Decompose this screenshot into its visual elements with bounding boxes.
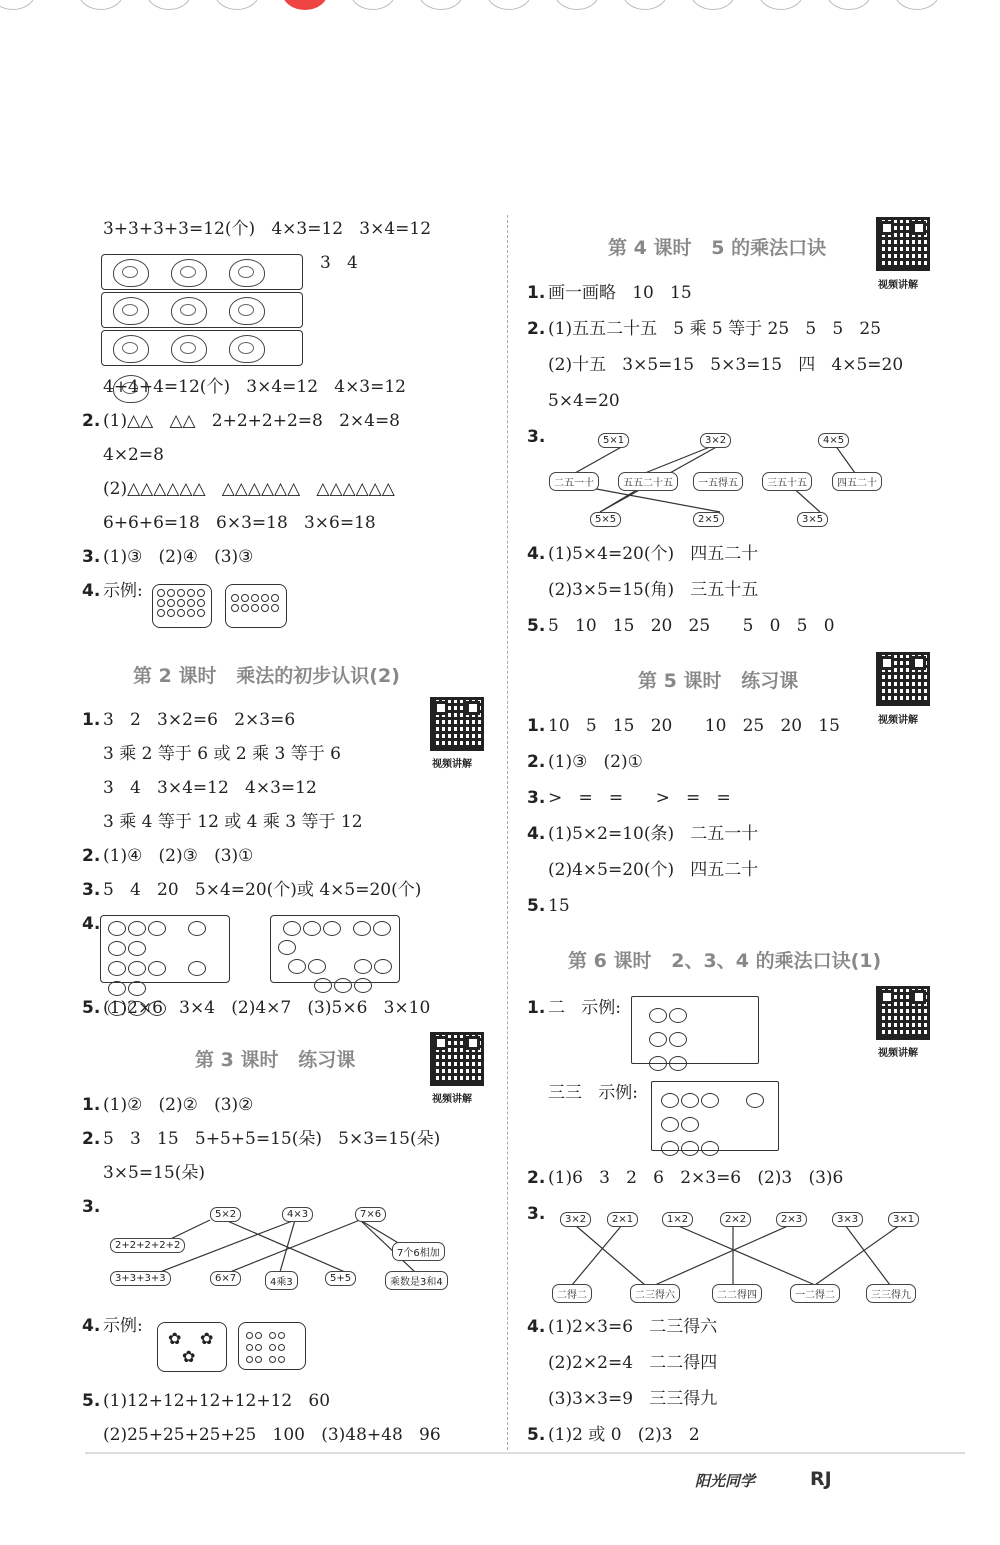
match-card: 5×5	[590, 512, 621, 527]
qr-caption: 视频讲解	[432, 759, 472, 770]
question-number: 3.	[527, 1204, 546, 1224]
question-number: 3.	[527, 788, 546, 808]
answer-line: 3×5=15(朵)	[103, 1163, 206, 1183]
question-number: 3.	[527, 427, 546, 447]
match-card: 乘数是3和4	[385, 1271, 448, 1290]
match-card: 6×7	[210, 1271, 241, 1286]
answer-line: (1)5×4=20(个) 四五二十	[548, 544, 759, 564]
brand-logo: 阳光同学	[695, 1472, 756, 1490]
match-card: 二得二	[552, 1284, 592, 1303]
answer-line: 3 4	[320, 253, 358, 273]
question-number: 1.	[527, 283, 546, 303]
match-card: 3×5	[797, 512, 828, 527]
question-number: 4.	[82, 914, 101, 934]
question-number: 5.	[527, 616, 546, 636]
answer-line: 示例:	[103, 581, 143, 601]
match-card: 2×5	[693, 512, 724, 527]
match-card: 5×2	[210, 1207, 241, 1222]
match-card: 3+3+3+3	[110, 1271, 171, 1286]
answer-line: (1)五五二十五 5 乘 5 等于 25 5 5 25	[548, 319, 882, 339]
answer-line: > = = > = =	[548, 788, 731, 808]
qr-caption: 视频讲解	[432, 1094, 472, 1105]
match-card: 一二得二	[790, 1284, 840, 1303]
question-number: 2.	[82, 411, 101, 431]
example-box: ✿ ✿ ✿	[157, 1322, 227, 1372]
answer-line: (1)6 3 2 6 2×3=6 (2)3 (3)6	[548, 1168, 844, 1188]
section-title: 第 6 课时 2、3、4 的乘法口诀(1)	[568, 950, 882, 972]
answer-line: (2)十五 3×5=15 5×3=15 四 4×5=20	[548, 355, 904, 375]
section-title: 第 5 课时 练习课	[638, 670, 799, 692]
footer-rule	[85, 1452, 965, 1454]
section-title: 第 3 课时 练习课	[195, 1049, 356, 1071]
answer-line: 5×4=20	[548, 391, 620, 411]
answer-line: (2)25+25+25+25 100 (3)48+48 96	[103, 1425, 441, 1445]
answer-line: 6+6+6=18 6×3=18 3×6=18	[103, 513, 376, 533]
answer-line: 3 4 3×4=12 4×3=12	[103, 778, 317, 798]
match-card: 2×3	[776, 1212, 807, 1227]
match-card: 5×1	[598, 433, 629, 448]
match-card: 二三得六	[630, 1284, 680, 1303]
question-number: 3.	[82, 880, 101, 900]
answer-line: (1)② (2)② (3)②	[103, 1095, 254, 1115]
answer-line: 15	[548, 896, 570, 916]
match-card: 5+5	[325, 1271, 356, 1286]
match-card: 3×1	[888, 1212, 919, 1227]
question-number: 3.	[82, 1197, 101, 1217]
circle-group-box	[631, 996, 759, 1064]
match-card: 2+2+2+2+2	[110, 1238, 185, 1253]
answer-line: 3 乘 2 等于 6 或 2 乘 3 等于 6	[103, 744, 341, 764]
match-card: 三五十五	[762, 472, 812, 491]
answer-line: 3 乘 4 等于 12 或 4 乘 3 等于 12	[103, 812, 363, 832]
question-number: 2.	[82, 846, 101, 866]
match-card: 4乘3	[265, 1271, 298, 1290]
question-number: 4.	[527, 1317, 546, 1337]
answer-line: (2)4×5=20(个) 四五二十	[548, 860, 759, 880]
answer-line: (1)2×6 3×4 (2)4×7 (3)5×6 3×10	[103, 998, 431, 1018]
question-number: 2.	[527, 319, 546, 339]
question-number: 5.	[527, 1425, 546, 1445]
answer-line: (1)④ (2)③ (3)①	[103, 846, 254, 866]
question-number: 1.	[82, 710, 101, 730]
match-card: 4×3	[282, 1207, 313, 1222]
match-card: 3×2	[700, 433, 731, 448]
answer-line: (1)③ (2)①	[548, 752, 643, 772]
match-card: 三三得九	[866, 1284, 916, 1303]
qr-code-icon[interactable]	[876, 986, 930, 1040]
question-number: 4.	[82, 581, 101, 601]
match-card: 3×2	[560, 1212, 591, 1227]
answer-line: (3)3×3=9 三三得九	[548, 1389, 718, 1409]
qr-caption: 视频讲解	[878, 280, 918, 291]
question-number: 3.	[82, 547, 101, 567]
edition-code: RJ	[810, 1468, 832, 1490]
circle-group-box	[651, 1081, 779, 1151]
answer-line: 4×2=8	[103, 445, 164, 465]
answer-line: (1)2 或 0 (2)3 2	[548, 1425, 700, 1445]
question-number: 5.	[82, 1391, 101, 1411]
answer-line: 三三 示例:	[548, 1083, 638, 1103]
answer-line: 3+3+3+3=12(个) 4×3=12 3×4=12	[103, 219, 432, 239]
answer-line: 5 3 15 5+5+5=15(朵) 5×3=15(朵)	[103, 1129, 441, 1149]
answer-line: (1)△△ △△ 2+2+2+2=8 2×4=8	[103, 411, 401, 431]
example-box	[238, 1322, 306, 1370]
qr-code-icon[interactable]	[876, 217, 930, 271]
answer-line: 5 4 20 5×4=20(个)或 4×5=20(个)	[103, 880, 422, 900]
answer-line: 5 10 15 20 25 5 0 5 0	[548, 616, 835, 636]
match-card: 7个6相加	[392, 1242, 445, 1261]
match-card: 2×1	[607, 1212, 638, 1227]
match-card: 一五得五	[693, 472, 743, 491]
question-number: 1.	[527, 998, 546, 1018]
qr-code-icon[interactable]	[876, 652, 930, 706]
answer-line: 二 示例:	[548, 998, 621, 1018]
answer-line: 10 5 15 20 10 25 20 15	[548, 716, 840, 736]
answer-line: (2)2×2=4 二二得四	[548, 1353, 718, 1373]
answer-line: (1)③ (2)④ (3)③	[103, 547, 254, 567]
qr-caption: 视频讲解	[878, 1048, 918, 1059]
answer-line: 3 2 3×2=6 2×3=6	[103, 710, 296, 730]
match-card: 1×2	[662, 1212, 693, 1227]
match-card: 2×2	[720, 1212, 751, 1227]
answer-line: 示例:	[103, 1316, 143, 1336]
match-card: 7×6	[355, 1207, 386, 1222]
section-title: 第 4 课时 5 的乘法口诀	[608, 237, 827, 259]
question-number: 5.	[527, 896, 546, 916]
question-number: 2.	[82, 1129, 101, 1149]
answer-line: (1)5×2=10(条) 二五一十	[548, 824, 759, 844]
question-number: 5.	[82, 998, 101, 1018]
answer-line: (1)2×3=6 二三得六	[548, 1317, 718, 1337]
answer-line: (2)△△△△△△ △△△△△△ △△△△△△	[103, 479, 395, 499]
match-card: 4×5	[818, 433, 849, 448]
question-number: 1.	[527, 716, 546, 736]
question-number: 2.	[527, 1168, 546, 1188]
answer-line: (1)12+12+12+12+12 60	[103, 1391, 331, 1411]
answer-line: 4+4+4=12(个) 3×4=12 4×3=12	[103, 377, 407, 397]
answer-line: (2)3×5=15(角) 三五十五	[548, 580, 759, 600]
question-number: 2.	[527, 752, 546, 772]
question-number: 4.	[82, 1316, 101, 1336]
match-card: 二二得四	[712, 1284, 762, 1303]
qr-caption: 视频讲解	[878, 715, 918, 726]
question-number: 4.	[527, 544, 546, 564]
question-number: 1.	[82, 1095, 101, 1115]
match-card: 3×3	[832, 1212, 863, 1227]
match-card: 五五二十五	[618, 472, 678, 491]
question-number: 4.	[527, 824, 546, 844]
match-card: 四五二十	[832, 472, 882, 491]
answer-line: 画一画略 10 15	[548, 283, 692, 303]
match-card: 二五一十	[549, 472, 599, 491]
section-title: 第 2 课时 乘法的初步认识(2)	[133, 665, 400, 687]
